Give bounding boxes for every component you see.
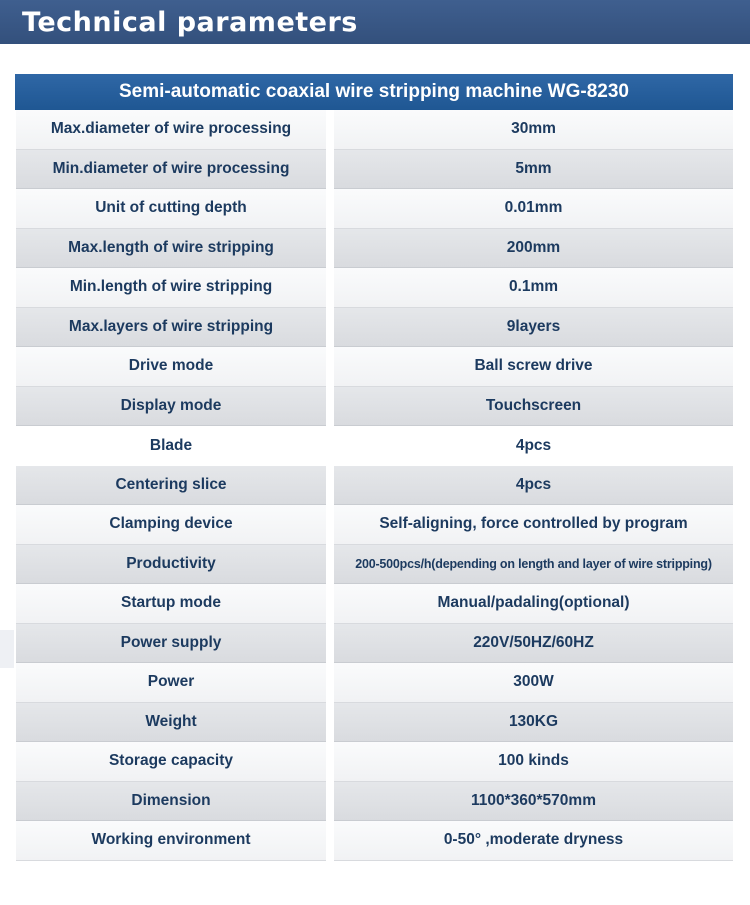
param-label: Startup mode [16,584,326,624]
param-label: Storage capacity [16,742,326,782]
param-label: Drive mode [16,347,326,387]
param-value: Ball screw drive [334,347,733,387]
table-row [16,268,733,308]
param-label: Centering slice [16,466,326,506]
param-value: 100 kinds [334,742,733,782]
param-value: 4pcs [334,426,733,466]
param-value: 0.1mm [334,268,733,308]
param-value: 0-50° ,moderate dryness [334,821,733,861]
table-row [16,624,733,664]
param-value: Manual/padaling(optional) [334,584,733,624]
param-label: Weight [16,703,326,743]
param-value: 220V/50HZ/60HZ [334,624,733,664]
table-row [16,229,733,269]
param-value: 200mm [334,229,733,269]
table-row [16,110,733,150]
table-row [16,426,733,466]
table-row [16,308,733,348]
table-row [16,387,733,427]
table-row [16,189,733,229]
param-label: Clamping device [16,505,326,545]
table-row [16,584,733,624]
section-title: Technical parameters [22,6,358,38]
param-label: Dimension [16,782,326,822]
param-label: Unit of cutting depth [16,189,326,229]
param-value: 5mm [334,150,733,190]
section-banner [0,0,750,44]
param-value: 9layers [334,308,733,348]
param-value: 0.01mm [334,189,733,229]
param-label: Blade [16,426,326,466]
table-title-bar [15,74,733,110]
side-decoration [0,630,14,668]
table-row [16,505,733,545]
param-label: Display mode [16,387,326,427]
table-row [16,782,733,822]
param-label: Productivity [16,545,326,585]
param-label: Working environment [16,821,326,861]
param-value: 200-500pcs/h(depending on length and layer of wire stripping) [334,545,733,585]
table-row [16,821,733,861]
param-value: 130KG [334,703,733,743]
table-row [16,150,733,190]
param-label: Power supply [16,624,326,664]
param-value: 30mm [334,110,733,150]
table-row [16,742,733,782]
parameters-table [16,110,733,861]
param-value: 4pcs [334,466,733,506]
param-label: Power [16,663,326,703]
table-row [16,703,733,743]
table-row [16,663,733,703]
param-label: Min.length of wire stripping [16,268,326,308]
table-row [16,466,733,506]
param-label: Max.layers of wire stripping [16,308,326,348]
param-label: Max.diameter of wire processing [16,110,326,150]
param-label: Max.length of wire stripping [16,229,326,269]
table-row [16,347,733,387]
table-row [16,545,733,585]
param-value: Touchscreen [334,387,733,427]
param-label: Min.diameter of wire processing [16,150,326,190]
param-value: 300W [334,663,733,703]
table-title: Semi-automatic coaxial wire stripping machine WG-8230 [119,81,629,102]
param-value: 1100*360*570mm [334,782,733,822]
param-value: Self-aligning, force controlled by program [334,505,733,545]
